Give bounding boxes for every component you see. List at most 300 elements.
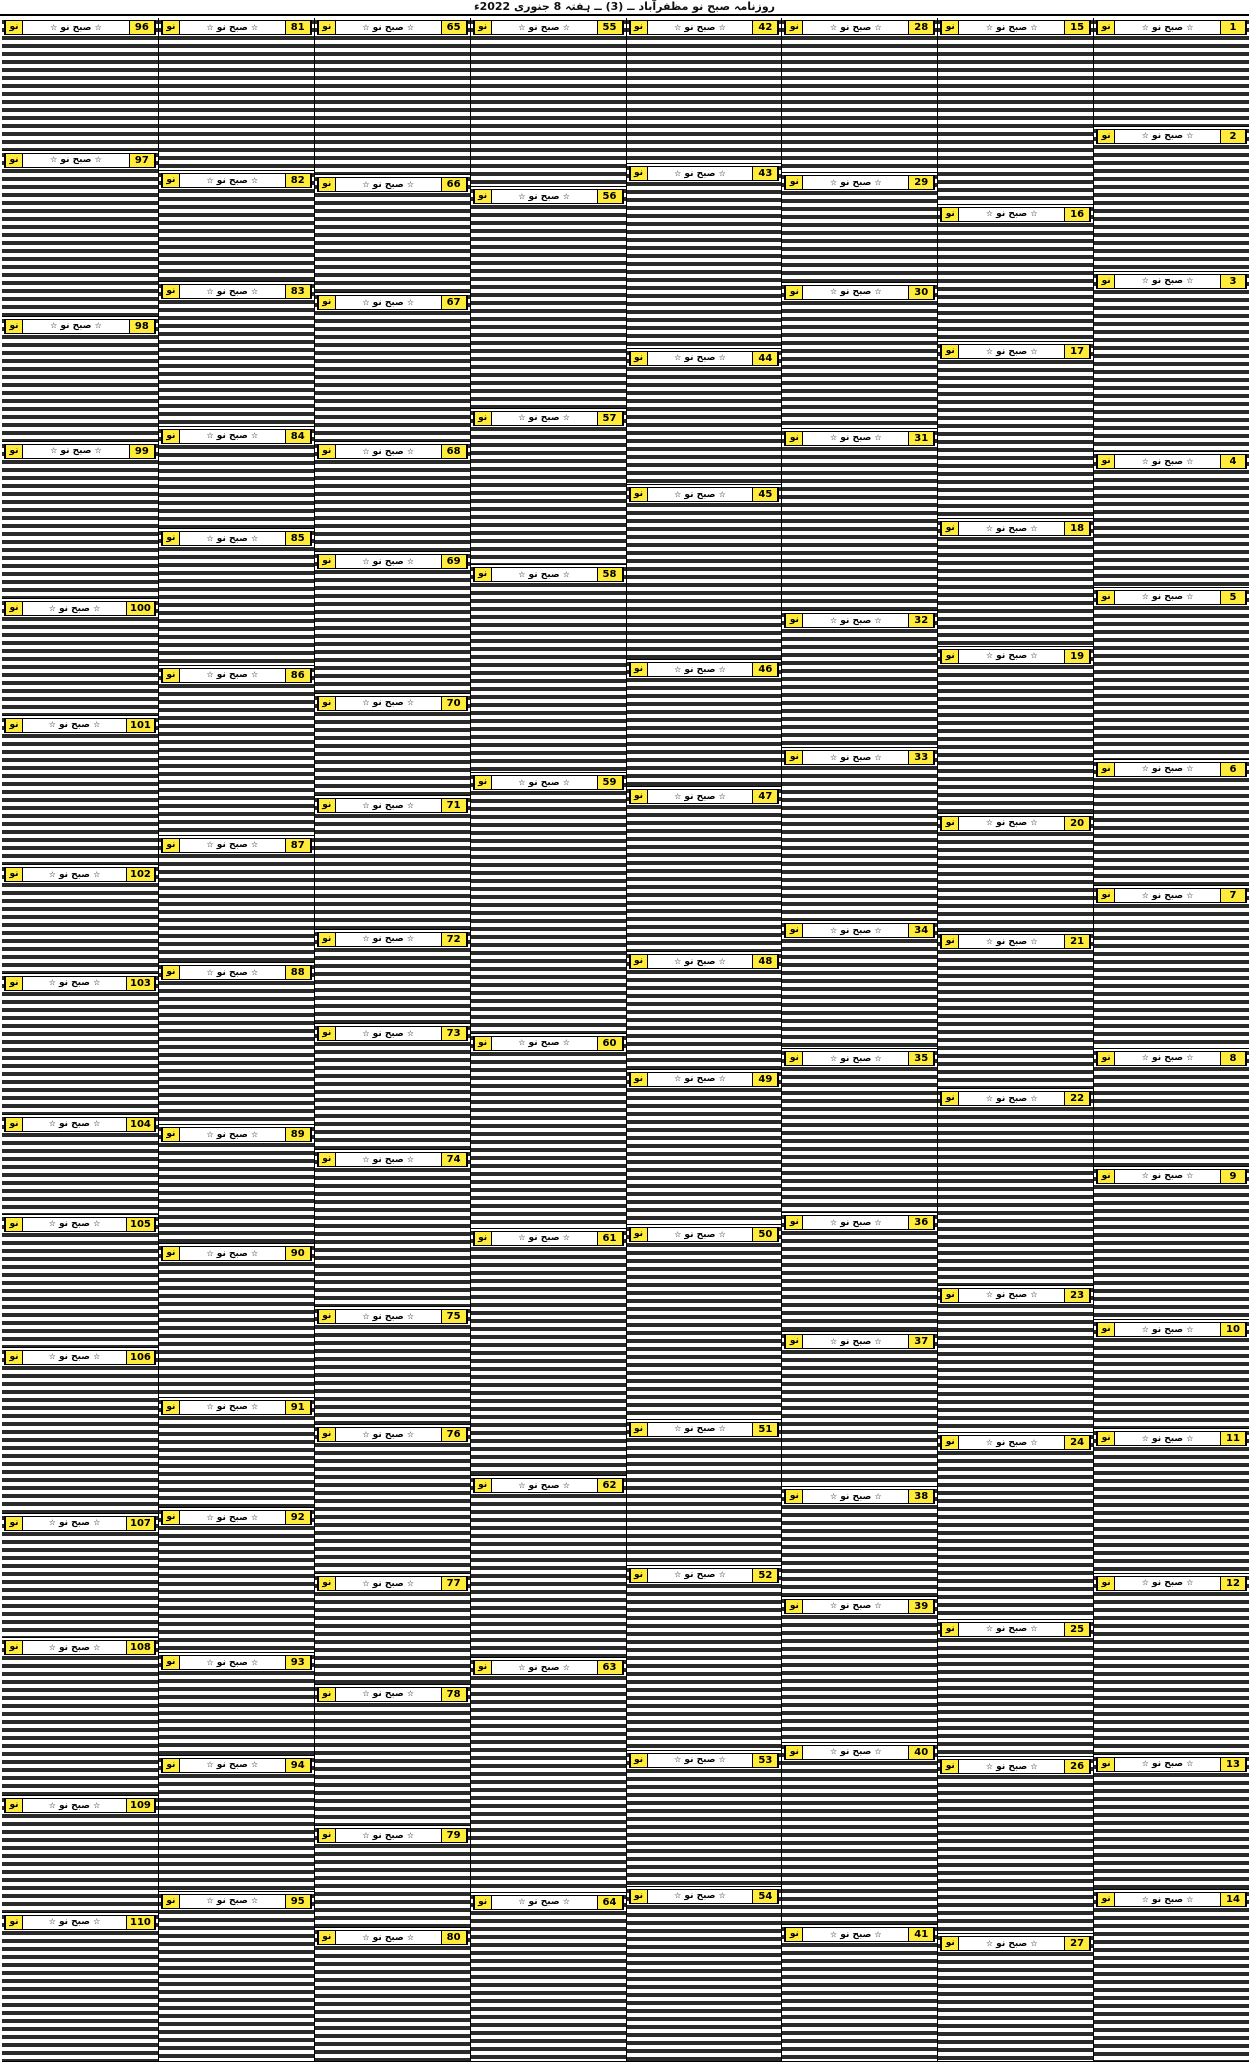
notice-banner-text: صبح نو [837, 177, 875, 188]
star-icon: ☆ [518, 1662, 526, 1672]
star-icon: ☆ [362, 1311, 370, 1321]
notice-banner [803, 1928, 908, 1942]
notice-header [940, 1759, 1091, 1774]
star-icon: ☆ [830, 1491, 838, 1501]
notice-number: 56 [597, 190, 623, 203]
notice-number: 67 [441, 296, 467, 309]
notice-number: 44 [752, 352, 778, 365]
notice-item [938, 1089, 1093, 1285]
notice-number: 33 [908, 751, 934, 764]
notice-header [784, 1489, 935, 1504]
notice-item [159, 18, 314, 171]
star-icon: ☆ [406, 1932, 414, 1942]
notice-number: 81 [285, 21, 311, 34]
star-icon: ☆ [718, 956, 726, 966]
notice-column-inner [782, 18, 937, 2062]
notice-banner [180, 1656, 285, 1670]
notice-number: 80 [441, 1931, 467, 1944]
star-icon: ☆ [1141, 1578, 1149, 1588]
star-icon: ☆ [362, 1429, 370, 1439]
notice-item [782, 1487, 937, 1597]
notice-header [4, 153, 156, 168]
notice-header [161, 1894, 312, 1909]
star-icon: ☆ [1030, 1437, 1038, 1447]
star-icon: ☆ [1030, 346, 1038, 356]
notice-header [784, 1927, 935, 1942]
notice-header [1096, 1757, 1247, 1772]
newspaper-logo-icon: نو [941, 650, 959, 663]
newspaper-logo-icon: نو [474, 1232, 492, 1245]
notice-header [317, 1576, 468, 1591]
star-icon: ☆ [206, 1129, 214, 1139]
notice-header [784, 285, 935, 300]
notice-number: 41 [908, 1928, 934, 1941]
notice-header [161, 965, 312, 980]
star-icon: ☆ [1030, 523, 1038, 533]
notice-item [159, 1756, 314, 1892]
notice-banner-text: صبح نو [213, 431, 251, 442]
newspaper-logo-icon: نو [630, 1228, 648, 1241]
notice-header [784, 1215, 935, 1230]
notice-header [940, 649, 1091, 664]
notice-item [2, 442, 158, 600]
star-icon: ☆ [562, 1662, 570, 1672]
notice-banner-text: صبح نو [55, 603, 94, 614]
notice-number: 10 [1220, 1323, 1246, 1336]
star-icon: ☆ [874, 433, 882, 443]
notice-item [315, 1024, 470, 1150]
notice-banner-text: صبح نو [1148, 1894, 1187, 1905]
notice-banner [803, 751, 908, 765]
star-icon: ☆ [406, 800, 414, 810]
newspaper-logo-icon: نو [1097, 1170, 1115, 1183]
star-icon: ☆ [1186, 592, 1194, 602]
notice-item [2, 151, 158, 317]
star-icon: ☆ [985, 1761, 994, 1771]
notice-item [1094, 452, 1249, 588]
notice-item [627, 1070, 782, 1226]
notice-header [161, 20, 312, 35]
notice-banner [336, 799, 441, 813]
star-icon: ☆ [50, 321, 58, 331]
notice-banner [492, 1036, 597, 1050]
notice-item [2, 1514, 158, 1639]
notice-header [4, 444, 156, 459]
star-icon: ☆ [518, 777, 526, 787]
notice-item [627, 952, 782, 1069]
notice-banner [959, 1937, 1064, 1951]
newspaper-logo-icon: نو [162, 1511, 180, 1524]
notice-banner-text: صبح نو [993, 818, 1031, 829]
newspaper-logo-icon: نو [1097, 1577, 1115, 1590]
notice-header [940, 20, 1091, 35]
notice-banner [959, 649, 1064, 663]
notice-number: 14 [1220, 1893, 1246, 1906]
star-icon: ☆ [206, 175, 214, 185]
notice-item [938, 205, 1093, 343]
notice-item [315, 1928, 470, 2062]
notice-banner-text: صبح نو [55, 869, 94, 880]
star-icon: ☆ [1030, 651, 1038, 661]
notice-header [629, 487, 780, 502]
notice-number: 85 [285, 532, 311, 545]
notice-number: 69 [441, 555, 467, 568]
star-icon: ☆ [406, 1830, 414, 1840]
notice-header [629, 351, 780, 366]
newspaper-logo-icon: نو [941, 522, 959, 535]
star-icon: ☆ [362, 934, 370, 944]
notice-item [938, 519, 1093, 647]
notice-banner-text: صبح نو [993, 651, 1031, 662]
notice-banner [23, 1217, 126, 1231]
star-icon: ☆ [48, 1642, 56, 1652]
star-icon: ☆ [518, 413, 526, 423]
notice-item [1094, 18, 1249, 127]
notice-item [627, 1887, 782, 2062]
star-icon: ☆ [1141, 890, 1149, 900]
notice-banner-text: صبح نو [1148, 1578, 1187, 1589]
notice-header [161, 1400, 312, 1415]
notice-banner [23, 319, 129, 333]
newspaper-logo-icon: نو [1097, 1323, 1115, 1336]
notice-number: 23 [1064, 1289, 1090, 1302]
notice-banner-text: صبح نو [369, 1028, 407, 1039]
notice-header [784, 1745, 935, 1760]
notice-item [782, 173, 937, 283]
star-icon: ☆ [250, 286, 259, 296]
notice-column [781, 18, 937, 2062]
notice-header [784, 431, 935, 446]
notice-banner-text: صبح نو [213, 1402, 251, 1413]
notice-number: 101 [126, 719, 155, 732]
newspaper-logo-icon: نو [941, 1937, 959, 1950]
star-icon: ☆ [48, 720, 56, 730]
notice-banner-text: صبح نو [369, 1932, 407, 1943]
notice-header [940, 1288, 1091, 1303]
notice-banner-text: صبح نو [369, 556, 407, 567]
newspaper-logo-icon: نو [630, 488, 648, 501]
notice-banner-text: صبح نو [213, 533, 251, 544]
newspaper-logo-icon: نو [162, 1759, 180, 1772]
notice-item [2, 716, 158, 865]
newspaper-logo-icon: نو [474, 776, 492, 789]
notice-header [317, 1687, 468, 1702]
notice-number: 92 [285, 1511, 311, 1524]
notice-banner-text: صبح نو [369, 1311, 407, 1322]
star-icon: ☆ [718, 1229, 726, 1239]
notice-number: 71 [441, 799, 467, 812]
notice-banner [180, 1400, 285, 1414]
notice-number: 4 [1220, 455, 1246, 468]
notice-number: 1 [1220, 21, 1246, 34]
notice-banner-text: صبح نو [55, 1642, 94, 1653]
notice-banner-text: صبح نو [525, 1233, 563, 1244]
notice-header [940, 816, 1091, 831]
star-icon: ☆ [1030, 936, 1038, 946]
notice-banner [648, 790, 753, 804]
notice-header [629, 1227, 780, 1242]
notice-banner-text: صبح نو [1148, 456, 1187, 467]
notice-banner [336, 1829, 441, 1843]
notice-number: 43 [752, 167, 778, 180]
notice-item [471, 1658, 626, 1892]
notice-banner-text: صبح نو [837, 1336, 875, 1347]
star-icon: ☆ [48, 978, 56, 988]
notice-banner [23, 976, 126, 990]
notice-number: 100 [126, 602, 155, 615]
star-icon: ☆ [406, 1028, 414, 1038]
star-icon: ☆ [1141, 1053, 1149, 1063]
notice-header [161, 429, 312, 444]
notice-banner-text: صبح نو [837, 752, 875, 763]
newspaper-logo-icon: نو [1097, 889, 1115, 902]
newspaper-logo-icon: نو [318, 296, 336, 309]
star-icon: ☆ [93, 1642, 101, 1652]
newspaper-logo-icon: نو [941, 1092, 959, 1105]
notice-item [1094, 886, 1249, 1049]
star-icon: ☆ [94, 446, 102, 456]
notice-header [4, 1640, 156, 1655]
notice-header [1096, 888, 1247, 903]
notice-banner [803, 431, 908, 445]
notice-banner [648, 21, 753, 35]
notice-header [317, 932, 468, 947]
star-icon: ☆ [93, 720, 101, 730]
star-icon: ☆ [250, 533, 259, 543]
notice-banner [803, 1599, 908, 1613]
newspaper-logo-icon: نو [630, 167, 648, 180]
notice-header [161, 838, 312, 853]
notice-banner [180, 532, 285, 546]
star-icon: ☆ [874, 22, 882, 32]
newspaper-logo-icon: نو [941, 1436, 959, 1449]
notice-number: 30 [908, 286, 934, 299]
notice-item [471, 187, 626, 408]
notice-item [315, 18, 470, 175]
star-icon: ☆ [830, 287, 838, 297]
notice-number: 24 [1064, 1436, 1090, 1449]
star-icon: ☆ [50, 22, 58, 32]
notice-header [629, 1753, 780, 1768]
star-icon: ☆ [362, 1689, 370, 1699]
star-icon: ☆ [362, 1578, 370, 1588]
notice-item [471, 18, 626, 187]
notice-banner [336, 1577, 441, 1591]
notice-banner [492, 1479, 597, 1493]
star-icon: ☆ [406, 297, 414, 307]
notice-number: 105 [126, 1218, 155, 1231]
newspaper-logo-icon: نو [941, 208, 959, 221]
notice-banner [492, 411, 597, 425]
notice-number: 74 [441, 1153, 467, 1166]
star-icon: ☆ [406, 1154, 414, 1164]
newspaper-logo-icon: نو [941, 1289, 959, 1302]
notice-number: 34 [908, 924, 934, 937]
notice-banner-text: صبح نو [993, 209, 1031, 220]
notice-number: 110 [126, 1916, 155, 1929]
star-icon: ☆ [250, 1896, 259, 1906]
notice-banner [23, 1799, 126, 1813]
newspaper-logo-icon: نو [785, 21, 803, 34]
star-icon: ☆ [874, 1053, 882, 1063]
star-icon: ☆ [1030, 209, 1038, 219]
notice-item [1094, 1574, 1249, 1755]
newspaper-logo-icon: نو [785, 286, 803, 299]
notice-header [629, 166, 780, 181]
star-icon: ☆ [93, 1518, 101, 1528]
notice-column-inner [159, 18, 314, 2062]
notice-banner [23, 1117, 126, 1131]
notice-item [315, 796, 470, 930]
star-icon: ☆ [718, 1891, 726, 1901]
notice-banner [492, 1661, 597, 1675]
notice-number: 102 [126, 868, 155, 881]
newspaper-logo-icon: نو [5, 719, 23, 732]
notice-banner [180, 668, 285, 682]
star-icon: ☆ [674, 1424, 682, 1434]
notice-banner-text: صبح نو [993, 346, 1031, 357]
notice-header [629, 1889, 780, 1904]
notice-banner [1115, 21, 1220, 35]
star-icon: ☆ [830, 433, 838, 443]
star-icon: ☆ [250, 431, 259, 441]
newspaper-logo-icon: نو [5, 977, 23, 990]
star-icon: ☆ [406, 1311, 414, 1321]
notice-banner-text: صبح نو [1148, 890, 1187, 901]
notice-banner-text: صبح نو [213, 1760, 251, 1771]
notice-banner-text: صبح نو [525, 777, 563, 788]
notice-header [473, 20, 624, 35]
notice-item [471, 1893, 626, 2062]
notice-number: 22 [1064, 1092, 1090, 1105]
notice-number: 11 [1220, 1432, 1246, 1445]
notice-banner-text: صبح نو [55, 1352, 94, 1363]
newspaper-logo-icon: نو [162, 532, 180, 545]
notice-header [317, 1930, 468, 1945]
notice-banner [803, 1490, 908, 1504]
notice-number: 95 [285, 1895, 311, 1908]
notice-banner [1115, 1893, 1220, 1907]
notice-banner [803, 21, 908, 35]
star-icon: ☆ [518, 22, 526, 32]
notice-banner-text: صبح نو [213, 1657, 251, 1668]
star-icon: ☆ [1186, 1171, 1194, 1181]
star-icon: ☆ [718, 168, 726, 178]
star-icon: ☆ [362, 179, 370, 189]
star-icon: ☆ [93, 1352, 101, 1362]
notice-banner-text: صبح نو [1148, 131, 1187, 142]
star-icon: ☆ [93, 1119, 101, 1129]
star-icon: ☆ [1186, 764, 1194, 774]
notice-number: 36 [908, 1216, 934, 1229]
notice-header [4, 1350, 156, 1365]
notice-item [627, 485, 782, 660]
notice-banner-text: صبح نو [993, 936, 1031, 947]
star-icon: ☆ [518, 191, 526, 201]
notice-item [1094, 1167, 1249, 1321]
notice-banner [959, 1436, 1064, 1450]
star-icon: ☆ [1141, 592, 1149, 602]
notice-header [473, 1036, 624, 1051]
newspaper-logo-icon: نو [941, 935, 959, 948]
notice-banner [180, 429, 285, 443]
star-icon: ☆ [718, 664, 726, 674]
star-icon: ☆ [830, 1929, 838, 1939]
newspaper-logo-icon: نو [162, 21, 180, 34]
star-icon: ☆ [206, 967, 214, 977]
newspaper-logo-icon: نو [630, 1754, 648, 1767]
newspaper-logo-icon: نو [941, 345, 959, 358]
star-icon: ☆ [48, 1917, 56, 1927]
notice-banner-text: صبح نو [213, 1512, 251, 1523]
star-icon: ☆ [362, 1028, 370, 1038]
star-icon: ☆ [985, 209, 994, 219]
newspaper-logo-icon: نو [1097, 1052, 1115, 1065]
notice-number: 63 [597, 1661, 623, 1674]
star-icon: ☆ [1030, 1938, 1038, 1948]
star-icon: ☆ [830, 615, 838, 625]
star-icon: ☆ [50, 446, 58, 456]
newspaper-logo-icon: نو [630, 663, 648, 676]
notice-banner-text: صبح نو [1148, 1053, 1187, 1064]
notice-number: 31 [908, 432, 934, 445]
notice-column [158, 18, 314, 2062]
star-icon: ☆ [1141, 1433, 1149, 1443]
star-icon: ☆ [874, 1217, 882, 1227]
newspaper-logo-icon: نو [474, 1896, 492, 1909]
notice-banner-text: صبح نو [837, 925, 875, 936]
star-icon: ☆ [1030, 1290, 1038, 1300]
star-icon: ☆ [874, 925, 882, 935]
star-icon: ☆ [1186, 1759, 1194, 1769]
newspaper-logo-icon: نو [162, 669, 180, 682]
notice-item [159, 1892, 314, 2062]
notice-banner-text: صبح نو [681, 22, 719, 33]
star-icon: ☆ [1186, 1324, 1194, 1334]
notice-column-inner [1094, 18, 1249, 2062]
star-icon: ☆ [250, 1129, 259, 1139]
notice-number: 51 [752, 1423, 778, 1436]
notice-banner-text: صبح نو [837, 1491, 875, 1502]
notice-item [2, 1913, 158, 2062]
notice-banner [336, 21, 441, 35]
notice-banner [1115, 1757, 1220, 1771]
notice-header [629, 789, 780, 804]
star-icon: ☆ [830, 1217, 838, 1227]
star-icon: ☆ [362, 446, 370, 456]
star-icon: ☆ [362, 556, 370, 566]
notice-banner [648, 1568, 753, 1582]
notice-header [317, 1309, 468, 1324]
star-icon: ☆ [562, 569, 570, 579]
star-icon: ☆ [718, 1074, 726, 1084]
notice-number: 13 [1220, 1758, 1246, 1771]
notice-banner [803, 1745, 908, 1759]
newspaper-logo-icon: نو [318, 21, 336, 34]
star-icon: ☆ [406, 1578, 414, 1588]
notice-banner [959, 1288, 1064, 1302]
notice-item [471, 565, 626, 773]
newspaper-logo-icon: نو [1097, 591, 1115, 604]
notice-banner-text: صبح نو [993, 1938, 1031, 1949]
notice-banner-text: صبح نو [525, 413, 563, 424]
notice-number: 62 [597, 1479, 623, 1492]
newspaper-logo-icon: نو [162, 1128, 180, 1141]
star-icon: ☆ [362, 800, 370, 810]
notice-number: 19 [1064, 650, 1090, 663]
newspaper-logo-icon: نو [318, 799, 336, 812]
notice-number: 82 [285, 174, 311, 187]
